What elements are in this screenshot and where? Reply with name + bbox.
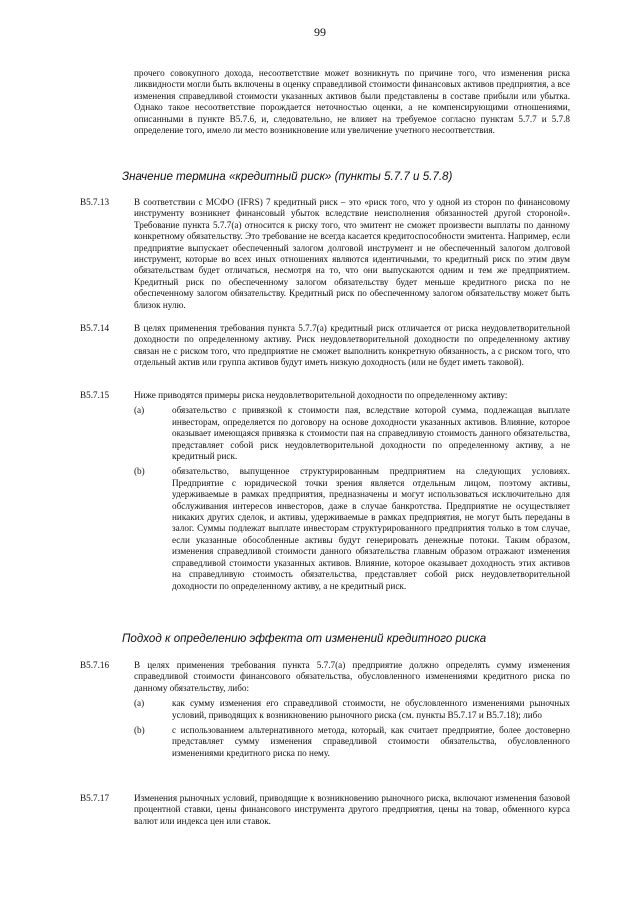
list-item-text: как сумму изменения его справедливой стоимости, не обусловленного изменениями рыночных условий, приводящих к возникновению рыночного риска (см. пункты B5.7.17 и B5.7.18); либо xyxy=(172,698,570,720)
paragraph-b5-7-13 xyxy=(80,197,570,311)
section-heading-credit-risk: Значение термина «кредитный риск» (пункты 5.7.7 и 5.7.8) xyxy=(122,170,453,183)
section-heading-credit-risk-effect: Подход к определению эффекта от изменений кредитного риска xyxy=(122,632,487,645)
paragraph-text: В целях применения требования пункта 5.7.7(a) предприятие должно определять сумму изменения справедливой стоимости финансового обязательства, обусловленного изменениями кредитного риска по данному обязательству, либо: xyxy=(134,660,570,693)
list-item xyxy=(80,725,570,759)
paragraph-text: В соответствии с МСФО (IFRS) 7 кредитный риск – это «риск того, что у одной из сторон по финансовому инструменту возникнет финансовый убыток вследствие неисполнения обязанностей другой стороной». Требование пункта 5.7.7(a) относится к риску того, что эмитент не сможет произвести выплаты по данному конкретному обязательству. Это требование не всегда касается кредитоспособности эмитента. Например, если предприятие выпускает обеспеченный залогом долговой инструмент и не обеспеченный залогом долговой инструмент, которые во всех иных отношениях являются идентичными, то кредитный риск по этим двум обязательствам будет отличаться, несмотря на то, что они выпускаются одним и тем же предприятием. Кредитный риск по обеспеченному залогом обязательству будет меньше кредитного риска по не обеспеченному залогом обязательству. Кредитный риск по обеспеченному залогом обязательству может быть близок нулю. xyxy=(134,197,570,310)
paragraph-text: Ниже приводятся примеры риска неудовлетворительной доходности по определенному активу: xyxy=(134,390,508,400)
intro-paragraph: прочего совокупного дохода, несоответствие может возникнуть по причине того, что изменения риска ликвидности могли быть включены в оценку справедливой стоимости финансовых активов предприятия, а все изменения справедливой стоимости указанных активов были представлены в составе прибыли или убытка. Однако такое несоответствие порождается неточностью оценки, а не компенсирующими отношениями, описанными в пункте B5.7.6, и, следовательно, не влияет на требуемое согласно пунктам 5.7.7 и 5.7.8 определение того, имело ли место возникновение или увеличение учетного несоответствия. xyxy=(134,68,570,136)
paragraph-text: В целях применения требования пункта 5.7.7(a) кредитный риск отличается от риска неудовлетворительной доходности по определенному активу. Риск неудовлетворительной доходности по определенному активу связан не с риском того, что предприятие не сможет выполнить конкретную обязанность, а с риском того, что отдельный актив или группа активов будут иметь низкую доходность (или не будет иметь таковой). xyxy=(134,323,570,368)
list-item-text: с использованием альтернативного метода, который, как считает предприятие, более достоверно представляет сумму изменения справедливой стоимости обязательства, обусловленного изменениями кредитного риска по нему. xyxy=(172,725,570,758)
list-item xyxy=(80,405,570,462)
paragraph-number: B5.7.17 xyxy=(80,793,110,803)
list-item-text: обязательство с привязкой к стоимости пая, вследствие которой сумма, подлежащая выплате инвесторам, определяется по договору на основе доходности указанных активов. Влияние, которое оказывает имеющаяся привязка к стоимости пая на справедливую стоимость данного обязательства, представляет собой риск неудовлетворительной доходности по определенному активу, а не кредитный риск. xyxy=(172,405,570,462)
list-item-text: обязательство, выпущенное структурированным предприятием на следующих условиях. Предприятие с юридической точки зрения является отдельным лицом, поэтому активы, удерживаемые в рамках предприятия, предназначены и могут использоваться исключительно для обслуживания интересов инвесторов, даже в случае банкротства. Предприятие не осуществляет никаких других сделок, и активы, удерживаемые в рамках предприятия, не могут быть переданы в залог. Суммы подлежат выплате инвесторам структурированного предприятия только в том случае, если указанные обособленные активы будут генерировать денежные потоки. Таким образом, изменения справедливой стоимости данного обязательства главным образом отражают изменения справедливой стоимости указанных активов. Влияние, которое оказывает доходность этих активов на справедливую стоимость обязательства, представляет собой риск неудовлетворительной доходности по определенному активу, а не кредитный риск. xyxy=(172,466,570,591)
paragraph-text: Изменения рыночных условий, приводящие к возникновению рыночного риска, включают изменения базовой процентной ставки, цены финансового инструмента другого предприятия, цены на товар, обменного курса валют или индекса цен или ставок. xyxy=(134,793,570,826)
paragraph-b5-7-14 xyxy=(80,323,570,369)
list-item-label: (a) xyxy=(134,698,145,709)
paragraph-b5-7-16 xyxy=(80,660,570,759)
list-item xyxy=(80,698,570,721)
paragraph-b5-7-17 xyxy=(80,793,570,827)
paragraph-number: B5.7.14 xyxy=(80,323,110,333)
list-item xyxy=(80,466,570,591)
paragraph-number: B5.7.16 xyxy=(80,660,110,670)
paragraph-number: B5.7.15 xyxy=(80,390,110,400)
list-item-label: (b) xyxy=(134,725,145,736)
list-item-label: (a) xyxy=(134,405,145,416)
paragraph-b5-7-15 xyxy=(80,390,570,592)
list-item-label: (b) xyxy=(134,466,145,477)
paragraph-number: B5.7.13 xyxy=(80,197,110,207)
page-number: 99 xyxy=(314,25,326,39)
